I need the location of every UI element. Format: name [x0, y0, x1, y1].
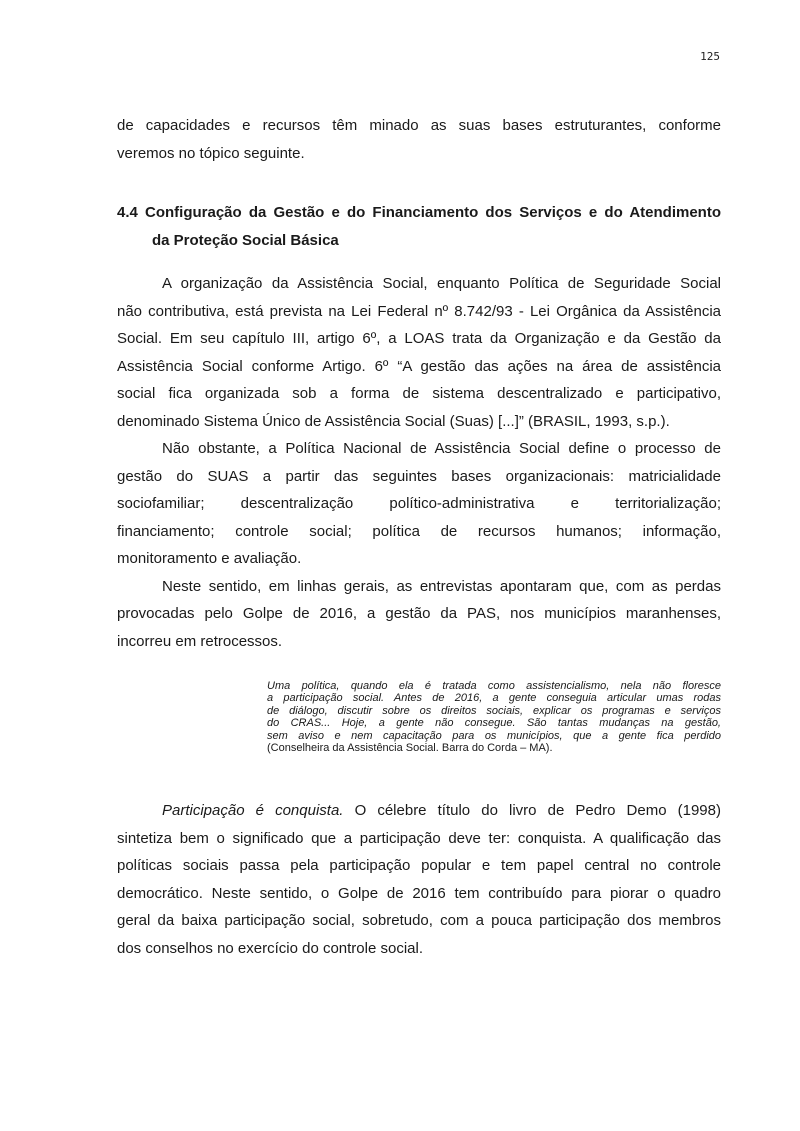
paragraph-line: monitoramento e avaliação.	[117, 550, 302, 567]
intro-line: de capacidades e recursos têm minado as suas bases estruturantes, conforme	[117, 117, 721, 134]
paragraph-line: Não obstante, a Política Nacional de Assistência Social define o processo de	[162, 440, 721, 457]
paragraph-line-rest: O célebre título do livro de Pedro Demo (1998)	[343, 802, 721, 819]
paragraph-line: A organização da Assistência Social, enquanto Política de Seguridade Social	[162, 275, 721, 292]
paragraph-line: dos conselhos no exercício do controle social.	[117, 939, 424, 957]
paragraph-line: sociofamiliar; descentralização político-administrativa e territorialização;	[117, 495, 721, 512]
paragraph-line: gestão do SUAS a partir das seguintes bases organizacionais: matricialidade	[117, 467, 721, 485]
paragraph-line: sintetiza bem o significado que a participação deve ter: conquista. A qualificação das	[117, 829, 721, 847]
quote-line: Uma política, quando ela é tratada como assistencialismo, nela não floresce	[267, 680, 721, 692]
section-heading	[117, 199, 721, 254]
paragraph-line: financiamento; controle social; política de recursos humanos; informação,	[117, 522, 721, 540]
paragraph-line	[117, 797, 721, 825]
paragraph-line: provocadas pelo Golpe de 2016, a gestão da PAS, nos municípios maranhenses,	[117, 605, 721, 622]
quote-line: do CRAS... Hoje, a gente não consegue. São tantas mudanças na gestão,	[267, 717, 721, 730]
intro-paragraph	[117, 112, 721, 167]
intro-line: veremos no tópico seguinte.	[117, 144, 305, 162]
quote-line: de diálogo, discutir sobre os direitos sociais, explicar os programas e serviços	[267, 704, 721, 717]
quote-line: a participação social. Antes de 2016, a gente conseguia articular umas rodas	[267, 692, 721, 705]
paragraph-line: democrático. Neste sentido, o Golpe de 2016 tem contribuído para piorar o quadro	[117, 884, 721, 902]
paragraph-line: políticas sociais passa pela participação popular e tem papel central no controle	[117, 857, 721, 874]
section-heading-line: da Proteção Social Básica	[152, 231, 339, 249]
paragraph-line: social fica organizada sob a forma de sistema descentralizado e participativo,	[117, 385, 721, 402]
emphasis-title: Participação é conquista.	[162, 802, 344, 819]
paragraph-line: denominado Sistema Único de Assistência Social (Suas) [...]” (BRASIL, 1993, s.p.).	[117, 412, 670, 430]
body-paragraphs	[117, 270, 721, 655]
block-quote	[267, 680, 721, 754]
paragraph-line: Social. Em seu capítulo III, artigo 6º, a LOAS trata da Organização e da Gestão da	[117, 330, 721, 347]
paragraph-line: incorreu em retrocessos.	[117, 632, 283, 650]
page-number: 125	[700, 50, 720, 63]
paragraph-line: não contributiva, está prevista na Lei Federal nº 8.742/93 - Lei Orgânica da Assistência	[117, 302, 721, 320]
quote-citation: (Conselheira da Assistência Social. Barra do Corda – MA).	[267, 742, 553, 755]
quote-line: sem aviso e nem capacitação para os municípios, que a gente fica perdido	[267, 729, 721, 742]
paragraph-line: Neste sentido, em linhas gerais, as entrevistas apontaram que, com as perdas	[162, 577, 721, 595]
paragraph-line: Assistência Social conforme Artigo. 6º “A gestão das ações na área de assistência	[117, 357, 721, 375]
closing-paragraph	[117, 797, 721, 962]
section-heading-line: 4.4 Configuração da Gestão e do Financiamento dos Serviços e do Atendimento	[117, 204, 721, 221]
paragraph-line: geral da baixa participação social, sobretudo, com a pouca participação dos membros	[117, 912, 721, 929]
